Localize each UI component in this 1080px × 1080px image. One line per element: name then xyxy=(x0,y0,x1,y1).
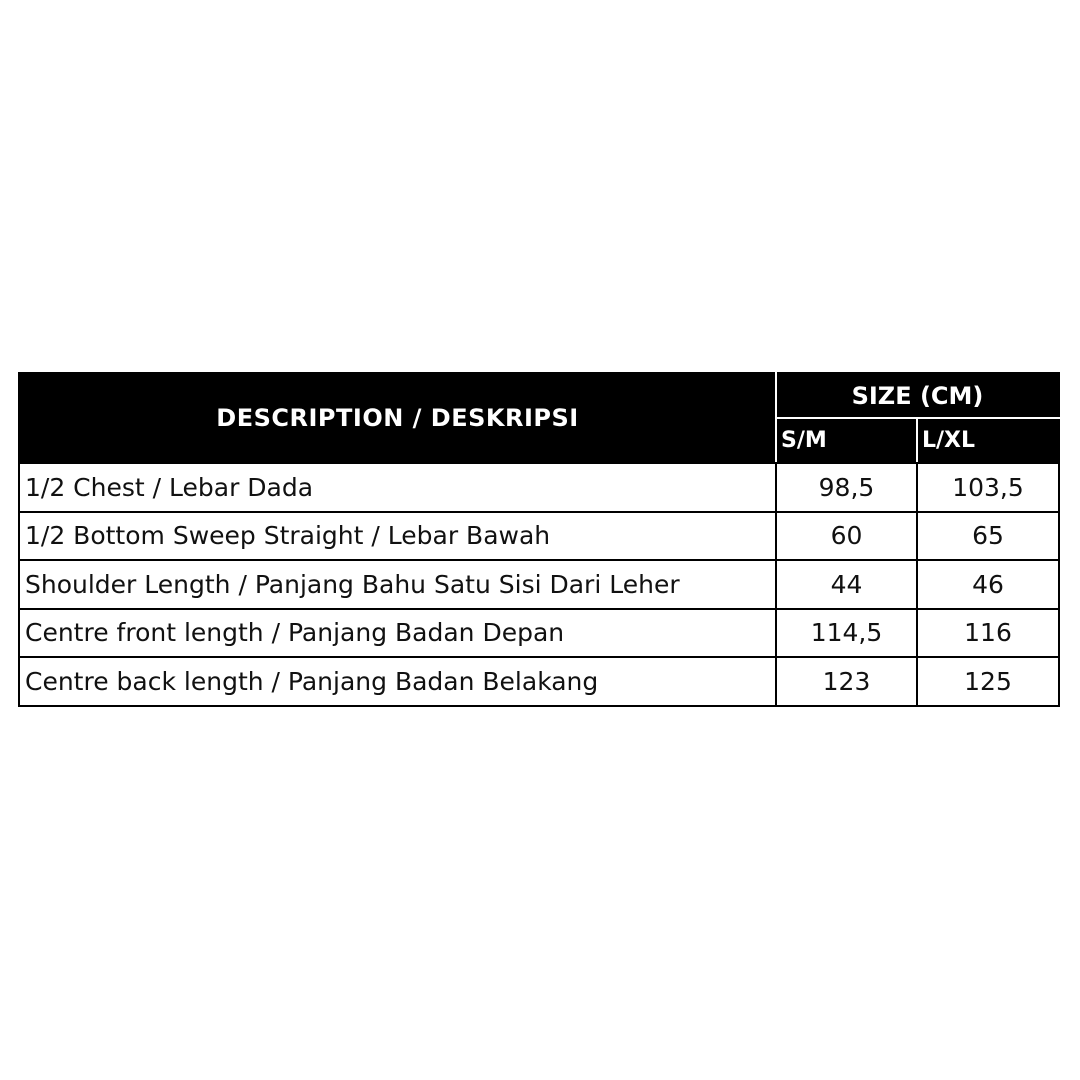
row-description: Shoulder Length / Panjang Bahu Satu Sisi Dari Leher xyxy=(19,560,776,609)
description-header: DESCRIPTION / DESKRIPSI xyxy=(19,373,776,463)
table-row xyxy=(19,560,1059,609)
row-value-lxl: 125 xyxy=(917,657,1059,706)
size-label-lxl: L/XL xyxy=(917,418,1059,463)
row-value-lxl: 46 xyxy=(917,560,1059,609)
row-description: 1/2 Chest / Lebar Dada xyxy=(19,463,776,512)
table-row xyxy=(19,512,1059,561)
size-label-sm: S/M xyxy=(776,418,917,463)
table-row xyxy=(19,657,1059,706)
row-description: 1/2 Bottom Sweep Straight / Lebar Bawah xyxy=(19,512,776,561)
row-value-lxl: 103,5 xyxy=(917,463,1059,512)
row-value-sm: 98,5 xyxy=(776,463,917,512)
row-description: Centre back length / Panjang Badan Belakang xyxy=(19,657,776,706)
row-description: Centre front length / Panjang Badan Depan xyxy=(19,609,776,658)
row-value-sm: 60 xyxy=(776,512,917,561)
row-value-sm: 114,5 xyxy=(776,609,917,658)
row-value-sm: 123 xyxy=(776,657,917,706)
table-header-row xyxy=(19,373,1059,418)
row-value-lxl: 116 xyxy=(917,609,1059,658)
table-row xyxy=(19,463,1059,512)
size-header: SIZE (CM) xyxy=(776,373,1059,418)
row-value-sm: 44 xyxy=(776,560,917,609)
row-value-lxl: 65 xyxy=(917,512,1059,561)
table-row xyxy=(19,609,1059,658)
size-chart-table xyxy=(18,372,1060,707)
